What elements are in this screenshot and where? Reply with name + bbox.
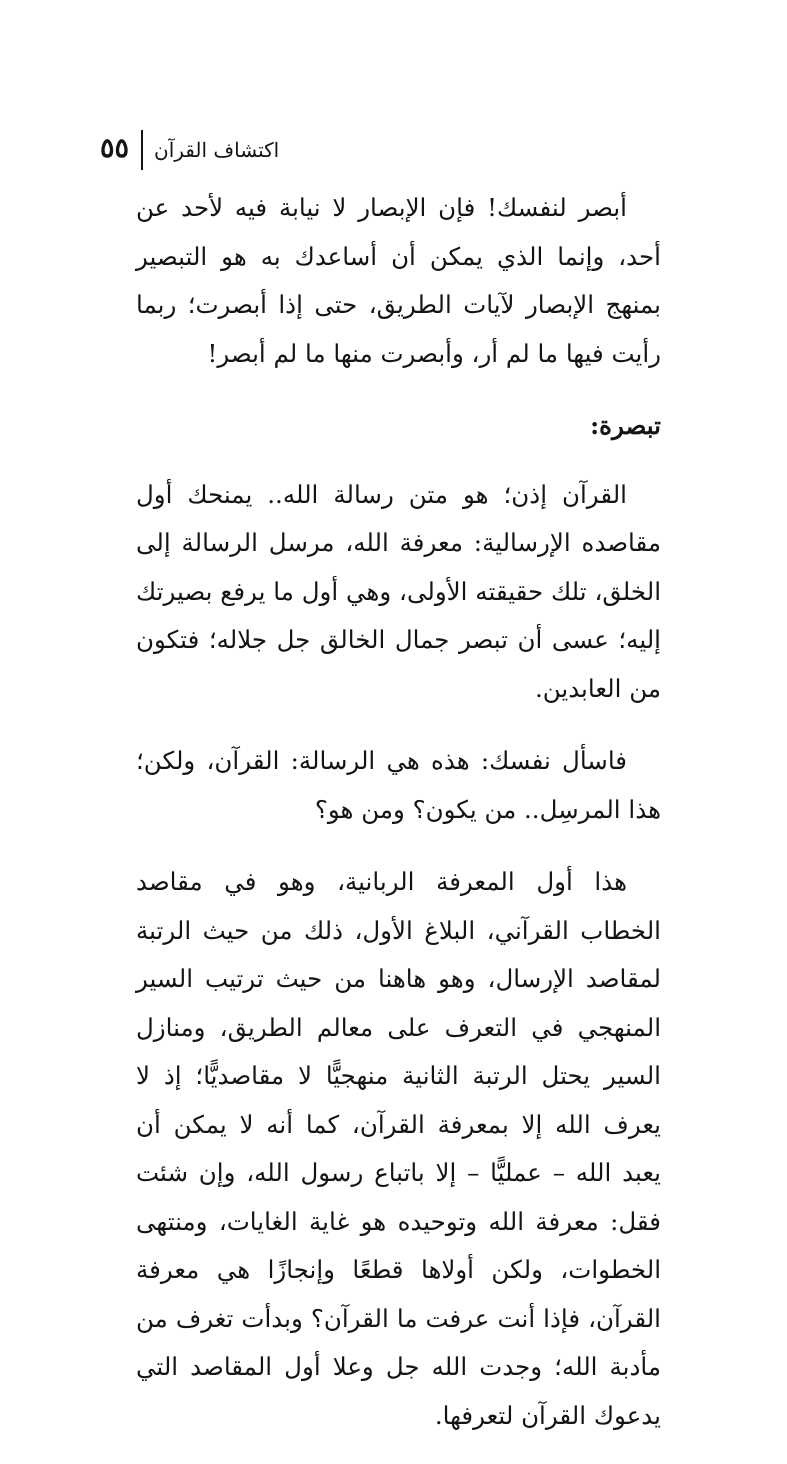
paragraph: أبصر لنفسك! فإن الإبصار لا نيابة فيه لأحد عن أحد، وإنما الذي يمكن أن أساعدك به هو التبصير بمنهج الإبصار لآيات الطريق، حتى إذا أبصرت؛ ربما رأيت فيها ما لم أر، وأبصرت منها ما لم أبصر!: [136, 193, 661, 368]
body-text: [136, 184, 661, 1464]
section-heading: تبصرة:: [590, 411, 661, 440]
page-number: ٥٥: [100, 133, 130, 164]
paragraph: هذا أول المعرفة الربانية، وهو في مقاصد الخطاب القرآني، البلاغ الأول، ذلك من حيث الرتبة لمقاصد الإرسال، وهو هاهنا من حيث ترتيب السير المنهجي في التعرف على معالم الطريق، ومنازل السير يحتل الرتبة الثانية منهجيًّا لا مقاصديًّا؛ إذ لا يعرف الله إلا بمعرفة القرآن، كما أنه لا يمكن أن يعبد الله – عمليًّا – إلا باتباع رسول الله، وإن شئت فقل: معرفة الله وتوحيده هو غاية الغايات، ومنتهى الخطوات، ولكن أولاها قطعًا وإنجازًا هي معرفة القرآن، فإذا أنت عرفت ما القرآن؟ وبدأت تغرف من مأدبة الله؛ وجدت الله جل وعلا أول المقاصد التي يدعوك القرآن لتعرفها.: [136, 867, 661, 1430]
header-divider: [141, 130, 143, 170]
running-header: [96, 128, 280, 172]
paragraph: فاسأل نفسك: هذه هي الرسالة: القرآن، ولكن؛ هذا المرسِل.. من يكون؟ ومن هو؟: [136, 746, 661, 824]
book-title: اكتشاف القرآن: [154, 138, 280, 162]
paragraph: القرآن إذن؛ هو متن رسالة الله.. يمنحك أول مقاصده الإرسالية: معرفة الله، مرسل الرسالة إلى الخلق، تلك حقيقته الأولى، وهي أول ما يرفع بصيرتك إليه؛ عسى أن تبصر جمال الخالق جل جلاله؛ فتكون من العابدين.: [136, 479, 661, 703]
